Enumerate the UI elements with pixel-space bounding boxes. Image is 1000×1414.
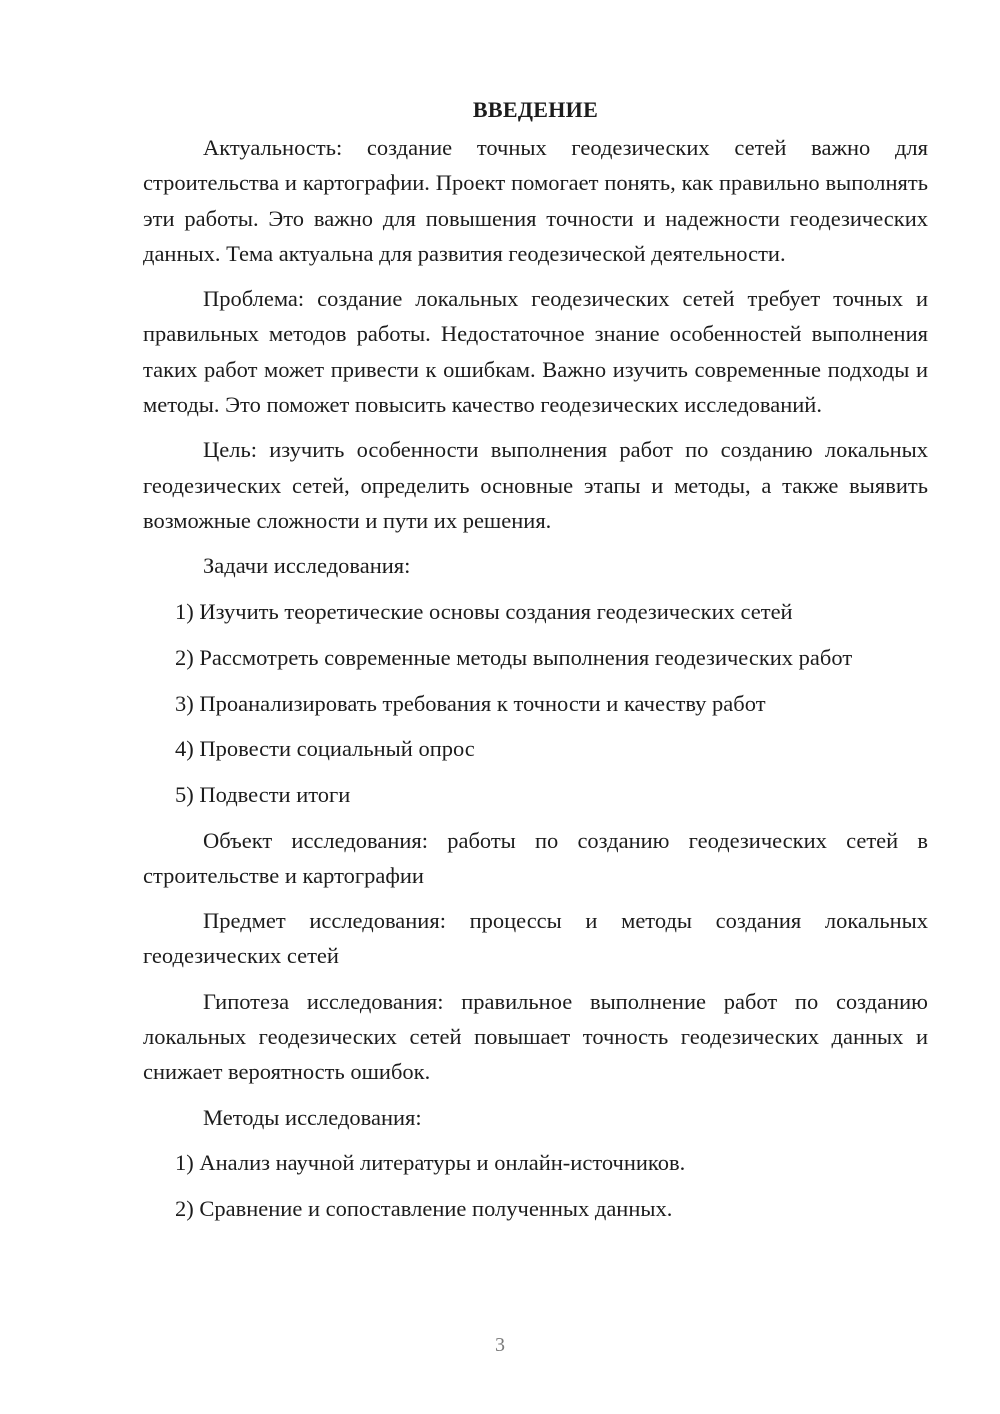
list-item: 2) Рассмотреть современные методы выполнения геодезических работ <box>175 644 853 670</box>
goal-paragraph: Цель: изучить особенности выполнения работ по созданию локальных геодезических сетей, определить основные этапы и методы, а также выявить возможные сложности и пути их решения. <box>143 437 928 533</box>
spacer <box>143 974 928 984</box>
page-title: ВВЕДЕНИЕ <box>472 97 599 122</box>
list-item: 1) Изучить теоретические основы создания геодезических сетей <box>175 599 793 625</box>
spacer <box>143 1090 928 1100</box>
document-page <box>143 92 928 1237</box>
problem-paragraph: Проблема: создание локальных геодезических сетей требует точных и правильных методов работы. Недостаточное знание особенностей выполнения таких работ может привести к ошибкам. Важно изучить современные подходы и методы. Это поможет повысить качество геодезических исследований. <box>143 286 928 418</box>
list-item: 2) Сравнение и сопоставление полученных данных. <box>175 1196 673 1222</box>
tasks-list <box>143 594 928 812</box>
spacer <box>143 538 928 548</box>
list-item: 3) Проанализировать требования к точности и качеству работ <box>175 690 766 716</box>
methods-heading: Методы исследования: <box>203 1104 422 1130</box>
methods-list <box>143 1145 928 1226</box>
subject-paragraph: Предмет исследования: процессы и методы создания локальных геодезических сетей <box>143 908 928 969</box>
page-number: 3 <box>495 1334 505 1356</box>
spacer <box>143 271 928 281</box>
hypothesis-paragraph: Гипотеза исследования: правильное выполнение работ по созданию локальных геодезических сетей повышает точность геодезических данных и снижает вероятность ошибок. <box>143 988 928 1085</box>
list-item: 4) Провести социальный опрос <box>175 736 475 762</box>
spacer <box>143 422 928 432</box>
tasks-heading: Задачи исследования: <box>203 553 411 579</box>
object-paragraph: Объект исследования: работы по созданию геодезических сетей в строительстве и картографии <box>143 827 928 888</box>
relevance-paragraph: Актуальность: создание точных геодезических сетей важно для строительства и картографии. Проект помогает понять, как правильно выполнять эти работы. Это важно для повышения точности и надежности геодезических данных. Тема актуальна для развития геодезической деятельности. <box>143 135 928 266</box>
spacer <box>143 893 928 903</box>
list-item: 1) Анализ научной литературы и онлайн-источников. <box>175 1150 686 1176</box>
list-item: 5) Подвести итоги <box>175 782 351 808</box>
